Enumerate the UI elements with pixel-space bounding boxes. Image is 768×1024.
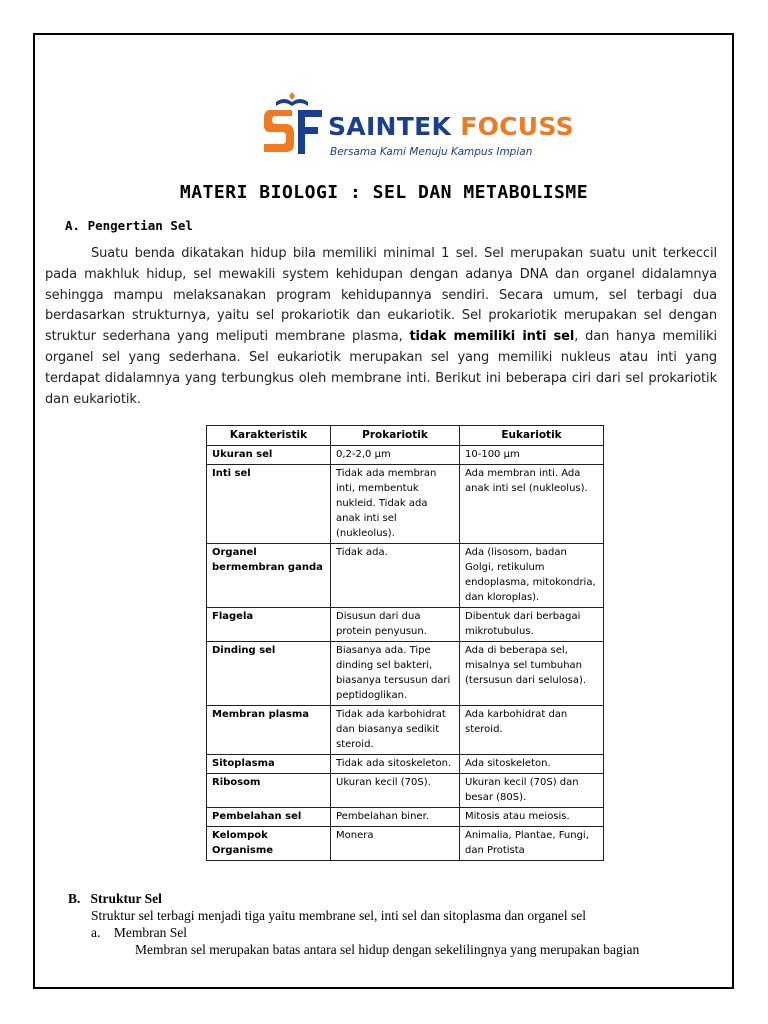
row-prokaryote-value: Tidak ada karbohidrat dan biasanya sedikit steroid. bbox=[331, 706, 460, 755]
table-row bbox=[207, 755, 604, 774]
row-characteristic: Kelompok Organisme bbox=[207, 827, 331, 861]
section-a-heading: A. Pengertian Sel bbox=[65, 218, 193, 233]
brand-part-focuss: FOCUSS bbox=[460, 112, 574, 141]
row-eukaryote-value: Animalia, Plantae, Fungi, dan Protista bbox=[460, 827, 604, 861]
table-row bbox=[207, 544, 604, 608]
row-prokaryote-value: Tidak ada membran inti, membentuk nukleid. Tidak ada anak inti sel (nukleolus). bbox=[331, 465, 460, 544]
row-prokaryote-value: 0,2-2,0 µm bbox=[331, 446, 460, 465]
header-karakteristik: Karakteristik bbox=[207, 426, 331, 446]
brand-tagline: Bersama Kami Menuju Kampus Impian bbox=[330, 146, 533, 158]
row-characteristic: Inti sel bbox=[207, 465, 331, 544]
cell-comparison-table bbox=[206, 425, 604, 861]
subsection-a-text: Membran sel merupakan batas antara sel hidup dengan sekelilingnya yang merupakan bagian bbox=[135, 942, 640, 957]
table-row bbox=[207, 706, 604, 755]
table-row bbox=[207, 774, 604, 808]
row-prokaryote-value: Disusun dari dua protein penyusun. bbox=[331, 608, 460, 642]
table-row bbox=[207, 808, 604, 827]
section-b-intro: Struktur sel terbagi menjadi tiga yaitu membrane sel, inti sel dan sitoplasma dan organel sel bbox=[91, 908, 587, 923]
row-characteristic: Flagela bbox=[207, 608, 331, 642]
row-eukaryote-value: 10-100 µm bbox=[460, 446, 604, 465]
row-eukaryote-value: Mitosis atau meiosis. bbox=[460, 808, 604, 827]
row-eukaryote-value: Ada di beberapa sel, misalnya sel tumbuhan (tersusun dari selulosa). bbox=[460, 642, 604, 706]
section-a-paragraph bbox=[45, 244, 717, 410]
sf-logo-icon bbox=[262, 86, 324, 162]
row-prokaryote-value: Pembelahan biner. bbox=[331, 808, 460, 827]
subsection-a-heading-text: a. Membran Sel bbox=[91, 925, 187, 940]
row-characteristic: Membran plasma bbox=[207, 706, 331, 755]
row-eukaryote-value: Ada sitoskeleton. bbox=[460, 755, 604, 774]
row-characteristic: Ribosom bbox=[207, 774, 331, 808]
row-characteristic: Ukuran sel bbox=[207, 446, 331, 465]
row-prokaryote-value: Biasanya ada. Tipe dinding sel bakteri, biasanya tersusun dari peptidoglikan. bbox=[331, 642, 460, 706]
table-row bbox=[207, 608, 604, 642]
paragraph-text-start: Suatu benda dikatakan hidup bila memiliki minimal 1 sel. Sel merupakan suatu unit terkeccil pada makhluk hidup, sel mewakili system kehidupan dengan adanya DNA dan organel didalamnya sehingga mampu melaksanakan program kehidupannya sendiri. Secara umum, sel terbagi dua berdasarkan strukturnya, yaitu sel prokariotik dan eukariotik. Sel prokariotik merupakan sel dengan struktur sederhana yang meliputi membrane plasma, bbox=[45, 246, 717, 345]
row-prokaryote-value: Monera bbox=[331, 827, 460, 861]
paragraph-text-end: , dan hanya memiliki organel sel yang sederhana. Sel eukariotik merupakan sel yang memiliki nukleus atau inti yang terdapat didalamnya yang terbungkus oleh membrane inti. Berikut ini beberapa ciri dari sel prokariotik dan eukariotik. bbox=[45, 329, 717, 407]
row-prokaryote-value: Tidak ada sitoskeleton. bbox=[331, 755, 460, 774]
row-eukaryote-value: Ada (lisosom, badan Golgi, retikulum endoplasma, mitokondria, dan kloroplas). bbox=[460, 544, 604, 608]
table-row bbox=[207, 465, 604, 544]
header-eukariotik: Eukariotik bbox=[460, 426, 604, 446]
brand-part-saintek: SAINTEK bbox=[328, 112, 452, 141]
table-row bbox=[207, 642, 604, 706]
row-characteristic: Organel bermembran ganda bbox=[207, 544, 331, 608]
comparison-table-wrapper bbox=[206, 425, 604, 861]
section-b-heading bbox=[68, 891, 162, 907]
document-title: MATERI BIOLOGI : SEL DAN METABOLISME bbox=[179, 182, 589, 203]
header-prokariotik: Prokariotik bbox=[331, 426, 460, 446]
section-b-heading-text: B. Struktur Sel bbox=[68, 891, 162, 906]
row-characteristic: Pembelahan sel bbox=[207, 808, 331, 827]
saintek-focuss-logo bbox=[262, 86, 582, 166]
table-header-row bbox=[207, 426, 604, 446]
row-characteristic: Dinding sel bbox=[207, 642, 331, 706]
subsection-a-heading bbox=[91, 925, 187, 941]
row-eukaryote-value: Ada karbohidrat dan steroid. bbox=[460, 706, 604, 755]
paragraph-bold-phrase: tidak memiliki inti sel bbox=[409, 329, 575, 345]
row-characteristic: Sitoplasma bbox=[207, 755, 331, 774]
table-row bbox=[207, 446, 604, 465]
brand-name bbox=[328, 112, 574, 141]
row-prokaryote-value: Tidak ada. bbox=[331, 544, 460, 608]
row-eukaryote-value: Dibentuk dari berbagai mikrotubulus. bbox=[460, 608, 604, 642]
row-eukaryote-value: Ukuran kecil (70S) dan besar (80S). bbox=[460, 774, 604, 808]
row-prokaryote-value: Ukuran kecil (70S). bbox=[331, 774, 460, 808]
row-eukaryote-value: Ada membran inti. Ada anak inti sel (nukleolus). bbox=[460, 465, 604, 544]
table-row bbox=[207, 827, 604, 861]
